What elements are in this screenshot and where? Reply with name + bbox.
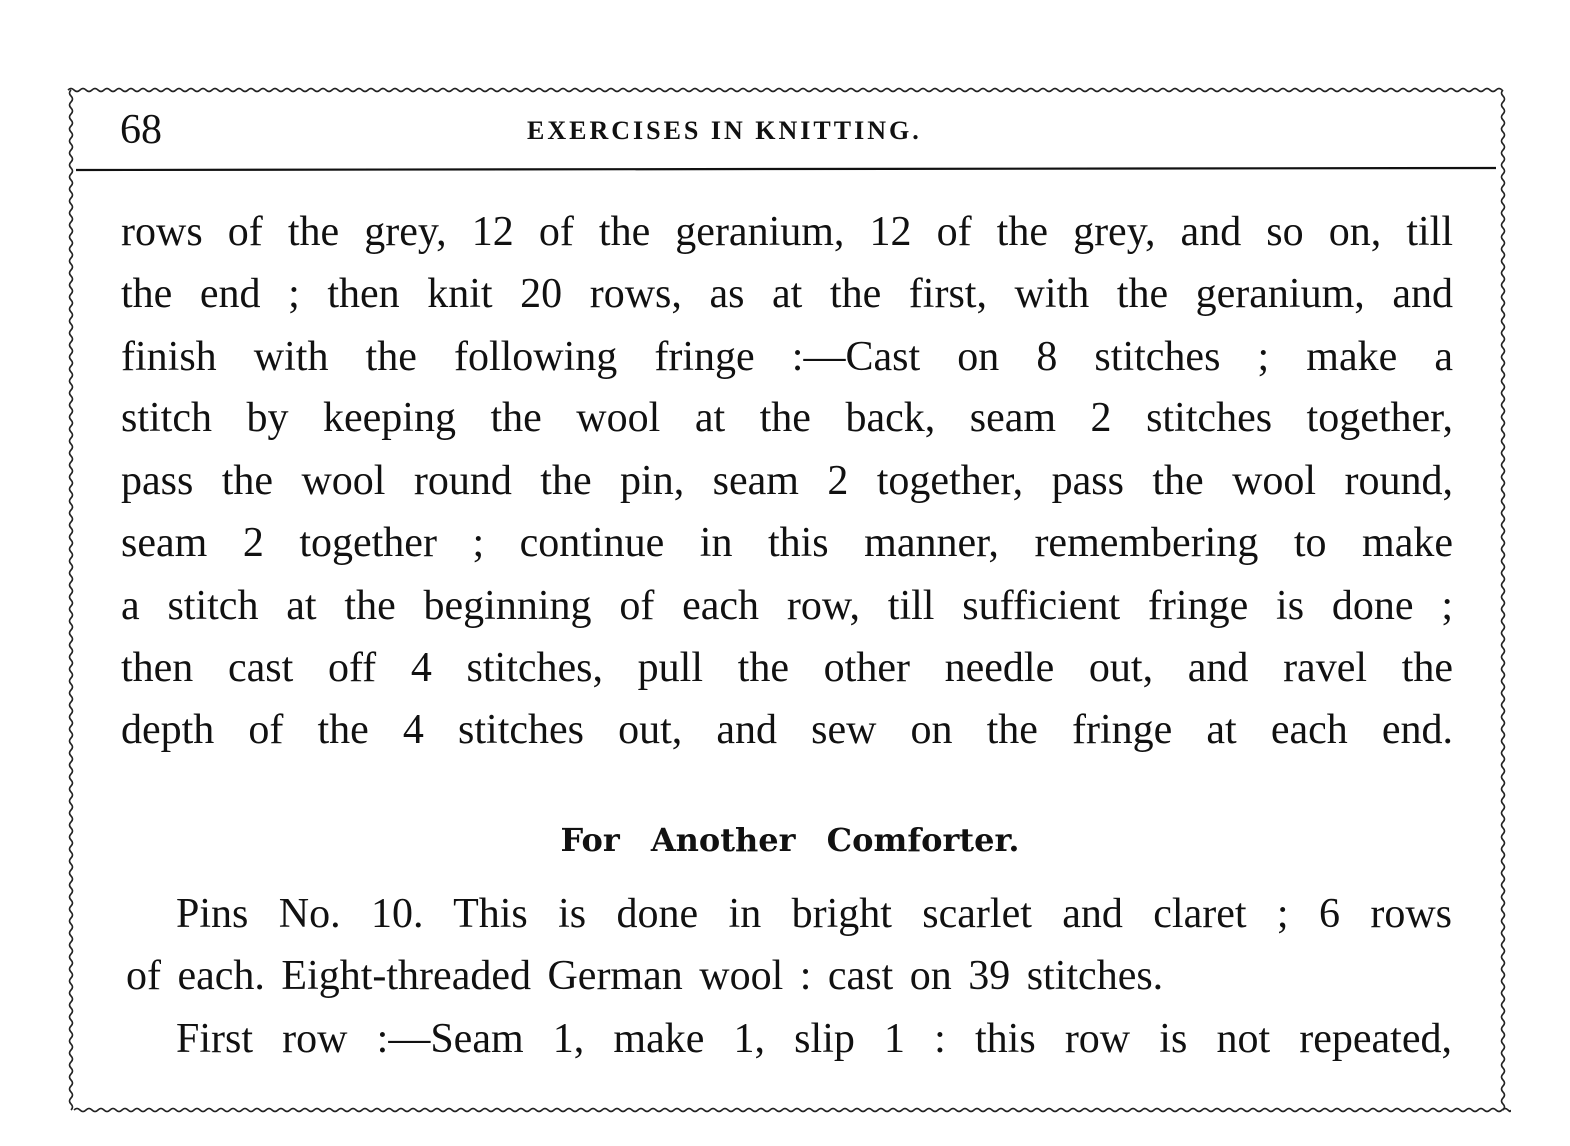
text-line: depth of the 4 stitches out, and sew on the fringe at each end. — [121, 707, 1453, 753]
frame-border-left — [70, 90, 73, 1110]
text-line: rows of the grey, 12 of the geranium, 12 of the grey, and so on, till — [121, 209, 1453, 255]
text-line: First row :—Seam 1, make 1, slip 1 : this row is not repeated, — [176, 1016, 1452, 1062]
text-line: a stitch at the beginning of each row, till sufficient fringe is done ; — [121, 583, 1453, 629]
text-line: the end ; then knit 20 rows, as at the first, with the geranium, and — [121, 271, 1453, 317]
section-heading: For Another Comforter. — [560, 821, 1020, 859]
header-rule — [76, 168, 1496, 170]
frame-border-top — [68, 89, 1502, 92]
running-title: EXERCISES IN KNITTING. — [527, 116, 922, 145]
text-line: finish with the following fringe :—Cast on 8 stitches ; make a — [121, 334, 1453, 380]
text-line: then cast off 4 stitches, pull the other needle out, and ravel the — [121, 645, 1453, 691]
frame-border-bottom — [74, 1109, 1510, 1112]
page-number: 68 — [120, 107, 162, 153]
text-line: Pins No. 10. This is done in bright scarlet and claret ; 6 rows — [176, 891, 1452, 937]
frame-border-right — [1502, 90, 1505, 1110]
text-line: of each. Eight-threaded German wool : cast on 39 stitches. — [126, 953, 1164, 999]
text-line: stitch by keeping the wool at the back, seam 2 stitches together, — [121, 395, 1453, 441]
text-line: seam 2 together ; continue in this manner, remembering to make — [121, 520, 1453, 566]
text-line: pass the wool round the pin, seam 2 together, pass the wool round, — [121, 458, 1453, 504]
